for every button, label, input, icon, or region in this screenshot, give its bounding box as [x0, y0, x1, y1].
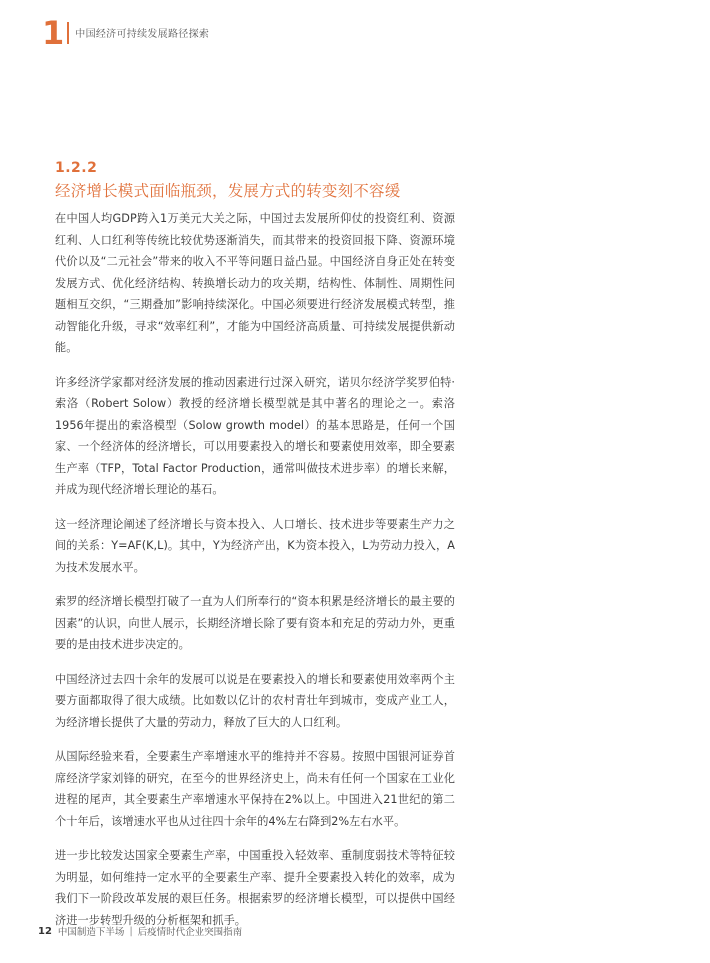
paragraph: 这一经济理论阐述了经济增长与资本投入、人口增长、技术进步等要素生产力之间的关系：Y=AF(K,L)。其中，Y为经济产出，K为资本投入，L为劳动力投入，A为技术发展水平。	[55, 517, 455, 574]
page-number: 12	[38, 925, 52, 937]
paragraph: 许多经济学家都对经济发展的推动因素进行过深入研究，诺贝尔经济学奖罗伯特·索洛（Robert Solow）教授的经济增长模型就是其中著名的理论之一。索洛1956年提出的索洛模型（Solow growth model）的基本思路是，任何一个国家、一个经济体的经济增长，可以用要素投入的增长和要素使用效率，即全要素生产率（TFP，Total Factor Production，通常叫做技术进步率）的增长来解，并成为现代经济增长理论的基石。	[55, 375, 455, 496]
footer-separator: |	[129, 925, 133, 937]
header-divider	[67, 22, 69, 44]
paragraph: 进一步比较发达国家全要素生产率，中国重投入轻效率、重制度弱技术等特征较为明显，如何维持一定水平的全要素生产率、提升全要素投入转化的效率，成为我们下一阶段改革发展的艰巨任务。根据索罗的经济增长模型，可以提供中国经济进一步转型升级的分析框架和抓手。	[55, 849, 455, 927]
chapter-title: 中国经济可持续发展路径探索	[75, 29, 210, 40]
paragraph: 中国经济过去四十余年的发展可以说是在要素投入的增长和要素使用效率两个主要方面都取得了很大成绩。比如数以亿计的农村青壮年到城市，变成产业工人，为经济增长提供了大量的劳动力，释放了巨大的人口红利。	[55, 672, 455, 729]
paragraph: 索罗的经济增长模型打破了一直为人们所奉行的“资本积累是经济增长的最主要的因素”的认识，向世人展示，长期经济增长除了要有资本和充足的劳动力外，更重要的是由技术进步决定的。	[55, 595, 455, 651]
footer-book-subtitle: 后疫情时代企业突围指南	[137, 927, 243, 938]
page-header	[42, 14, 210, 52]
page-footer	[38, 924, 242, 938]
section-title: 经济增长模式面临瓶颈，发展方式的转变刻不容缓	[55, 182, 401, 200]
chapter-number: 1	[42, 14, 64, 52]
footer-book-title: 中国制造下半场	[57, 927, 125, 938]
section-number: 1.2.2	[55, 160, 98, 176]
paragraph: 在中国人均GDP跨入1万美元大关之际，中国过去发展所仰仗的投资红利、资源红利、人口红利等传统比较优势逐渐消失，而其带来的投资回报下降、资源环境代价以及“二元社会”带来的收入不平等问题日益凸显。中国经济自身正处在转变发展方式、优化经济结构、转换增长动力的攻关期，结构性、体制性、周期性问题相互交织，“三期叠加”影响持续深化。中国必须要进行经济发展模式转型，推动智能化升级，寻求“效率红利”，才能为中国经济高质量、可持续发展提供新动能。	[55, 212, 455, 354]
body-text	[55, 208, 455, 944]
paragraph: 从国际经验来看，全要素生产率增速水平的维持并不容易。按照中国银河证券首席经济学家刘锋的研究，在至今的世界经济史上，尚未有任何一个国家在工业化进程的尾声，其全要素生产率增速水平保持在2%以上。中国进入21世纪的第二个十年后，该增速水平也从过往四十余年的4%左右降到2%左右水平。	[55, 750, 455, 828]
